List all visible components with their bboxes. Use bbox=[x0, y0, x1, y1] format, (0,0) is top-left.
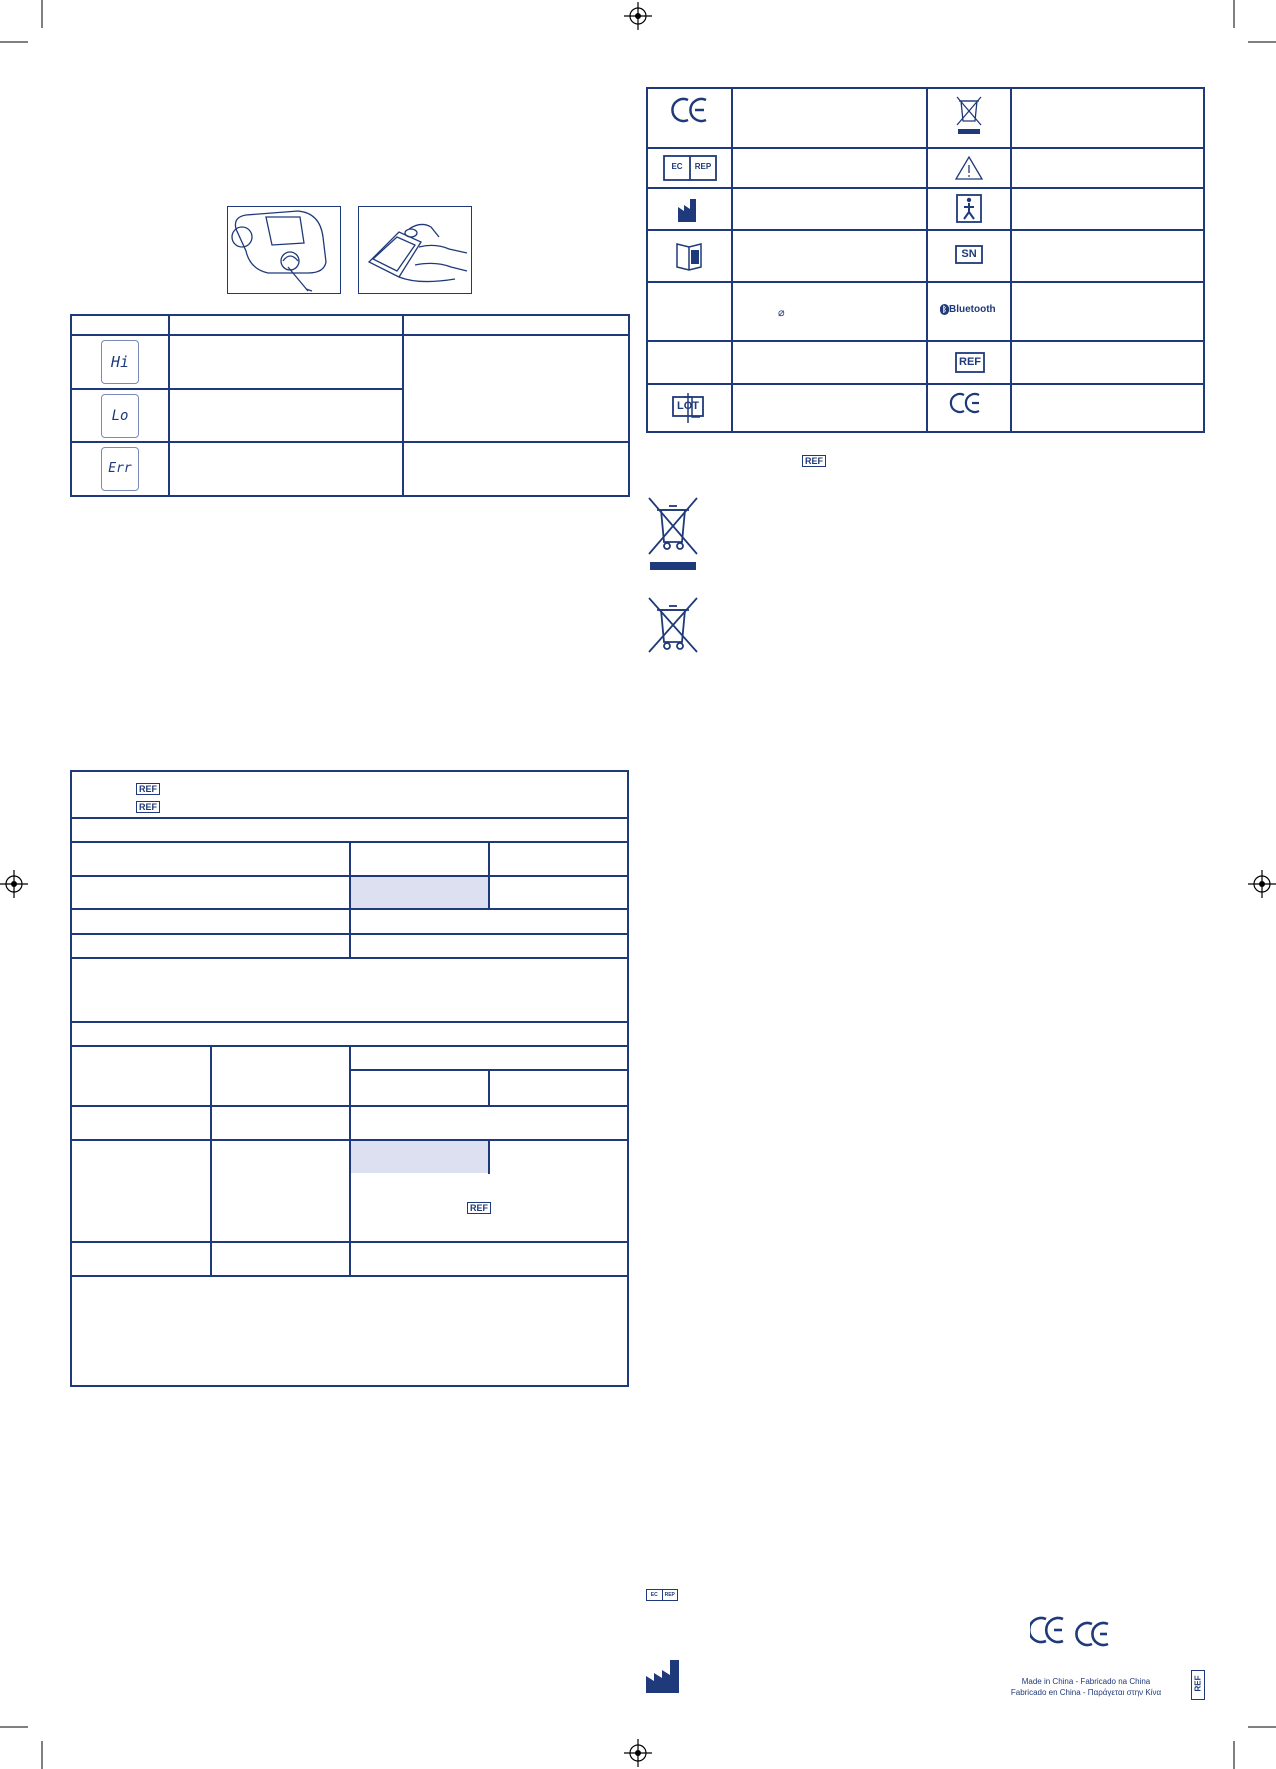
ref-label: REF bbox=[959, 356, 981, 368]
ec-rep-small-badge bbox=[646, 1589, 678, 1601]
specifications-table bbox=[70, 770, 629, 1387]
lot-label: LOT bbox=[677, 400, 699, 412]
rep-label: REP bbox=[664, 1592, 675, 1598]
made-in-china bbox=[996, 1676, 1176, 1698]
sn-label: SN bbox=[961, 248, 977, 260]
ec-label: EC bbox=[671, 162, 683, 171]
cleaning-illustration-2 bbox=[358, 206, 472, 294]
ref-badge: REF bbox=[136, 801, 160, 813]
lcd-display: Err bbox=[101, 447, 139, 491]
bluetooth-icon: ᛒ bbox=[940, 304, 949, 315]
ref-badge: REF bbox=[467, 1202, 491, 1214]
ref-badge: REF bbox=[802, 455, 826, 467]
weee-bin-icon bbox=[645, 596, 701, 654]
ref-vertical-badge bbox=[1191, 1670, 1205, 1700]
display-hi-cell bbox=[71, 335, 169, 389]
ce-mark-icon bbox=[951, 394, 979, 412]
crossed-bin-icon bbox=[957, 97, 981, 125]
weee-bin-with-bar-icon bbox=[645, 496, 701, 574]
highlighted-cell bbox=[351, 877, 488, 908]
display-lo-cell bbox=[71, 389, 169, 443]
cleaning-illustration-1 bbox=[227, 206, 341, 294]
error-code-table bbox=[70, 314, 630, 497]
manufacturer-icon bbox=[645, 1658, 681, 1694]
rep-label: REP bbox=[694, 162, 712, 171]
symbols-table bbox=[646, 87, 1205, 433]
ec-label: EC bbox=[647, 1590, 663, 1600]
ref-badge: REF bbox=[136, 783, 160, 795]
made-in-line-1: Made in China - Fabricado na China bbox=[1021, 1677, 1151, 1686]
diameter-symbol: ⌀ bbox=[778, 307, 785, 319]
highlighted-cell bbox=[351, 1141, 488, 1173]
lcd-display: Lo bbox=[101, 394, 139, 438]
lcd-display: Hi bbox=[101, 340, 139, 384]
display-err-cell bbox=[71, 442, 169, 496]
bluetooth-logo: ᛒ Bluetooth bbox=[940, 304, 996, 315]
type-bf-icon bbox=[957, 195, 981, 222]
ce-mark-icon bbox=[672, 99, 706, 121]
manufacturer-icon bbox=[678, 199, 696, 222]
ref-vertical-label: REF bbox=[1193, 1675, 1203, 1692]
ce-marks bbox=[1030, 1614, 1120, 1654]
made-in-line-2: Fabricado en China - Παράγεται στην Κίνα bbox=[1010, 1688, 1162, 1697]
